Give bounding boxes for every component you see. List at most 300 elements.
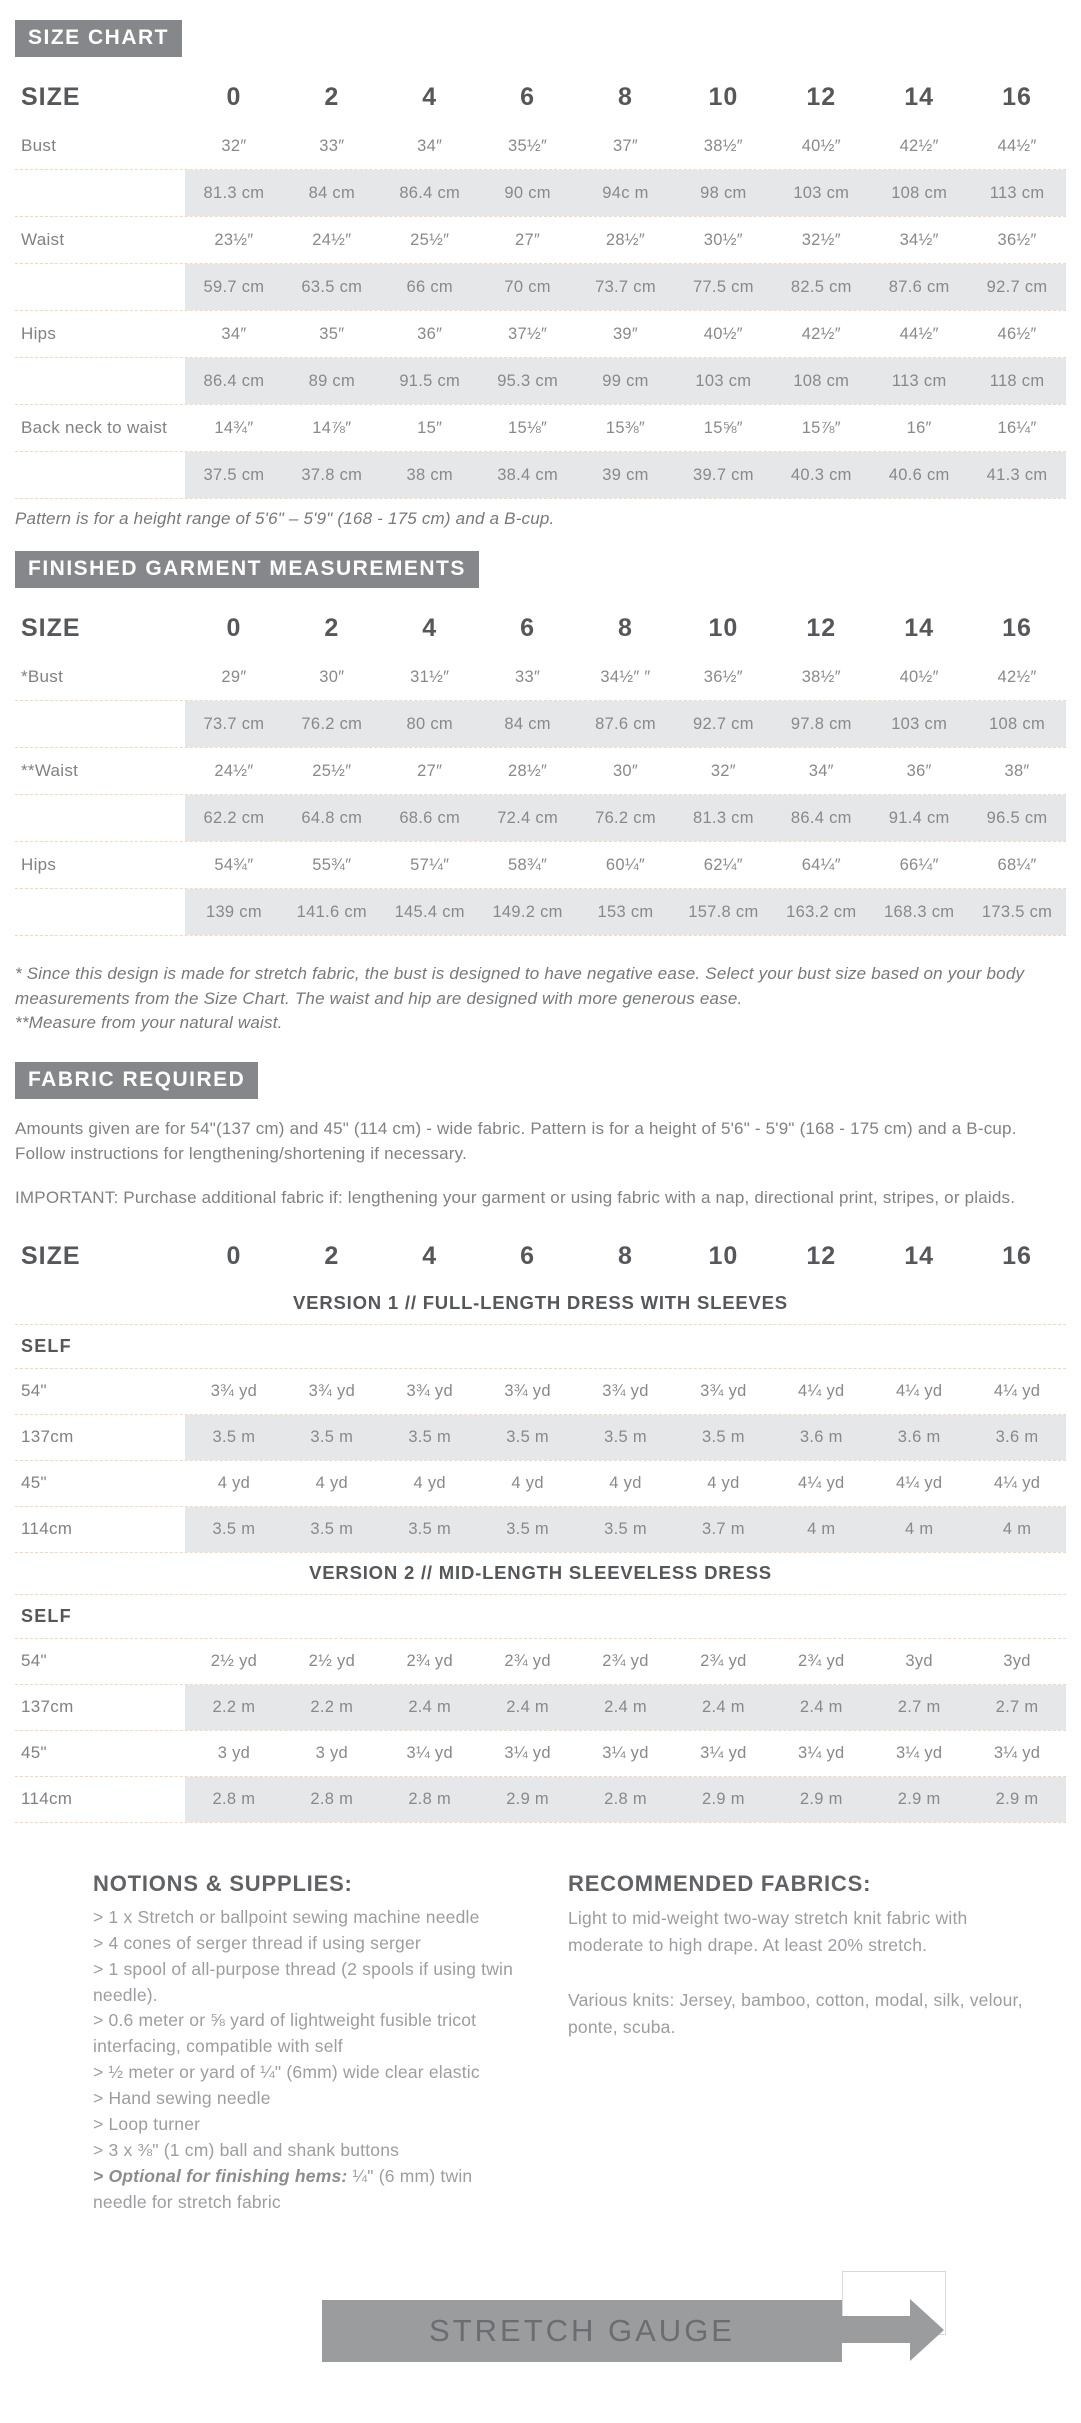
size-header-value: 2 <box>324 1242 340 1271</box>
measurement-value-cm: 98 cm <box>674 170 772 216</box>
measurement-value-cm: 89 cm <box>283 358 381 404</box>
fabric-value: 3yd <box>905 1651 933 1670</box>
measurement-value-in: 34½″ ″ <box>600 667 651 686</box>
fabric-value: 2.9 m <box>870 1777 968 1822</box>
fabric-intro: Amounts given are for 54"(137 cm) and 45" (114 cm) - wide fabric. Pattern is for a height of 5'6" - 5'9" (168 - 175 cm) and a B-cup. Follow instructions for lengthening/shortening if necessary. <box>15 1118 1017 1163</box>
measurement-row-cm <box>15 170 1066 217</box>
fabric-value: 3¾ yd <box>308 1381 356 1400</box>
fabric-value: 3¼ yd <box>700 1743 747 1762</box>
measurement-value-in: 33″ <box>319 136 345 155</box>
measurement-value-in: 40½″ <box>899 667 939 686</box>
measurement-value-in: 24½″ <box>312 230 352 249</box>
fabric-value: 3.5 m <box>674 1415 772 1460</box>
fabric-value: 3.6 m <box>870 1415 968 1460</box>
measurement-row-in <box>15 748 1066 795</box>
measurement-row-cm <box>15 358 1066 405</box>
size-header-value: 16 <box>1002 82 1032 111</box>
fabric-value: 2½ yd <box>210 1651 258 1670</box>
measurement-row-cm <box>15 889 1066 936</box>
notions-title: NOTIONS & SUPPLIES: <box>93 1870 353 1896</box>
fabric-value: 4 m <box>968 1507 1066 1552</box>
notion-item: > 3 x ⅜" (1 cm) ball and shank buttons <box>93 2139 400 2160</box>
fabric-value: 4¼ yd <box>798 1473 845 1492</box>
version-title-row <box>15 1283 1066 1325</box>
measurement-value-cm: 38 cm <box>381 452 479 498</box>
fabric-row-label: 114cm <box>21 1519 73 1539</box>
fabric-value: 2.8 m <box>185 1777 283 1822</box>
measurement-value-cm: 149.2 cm <box>479 889 577 935</box>
recommended-fabrics-paragraph: Light to mid-weight two-way stretch knit fabric with moderate to high drape. At least 20% stretch. <box>568 1907 968 1955</box>
measurement-value-cm: 108 cm <box>772 358 870 404</box>
recommended-fabrics-paragraph: Various knits: Jersey, bamboo, cotton, modal, silk, velour, ponte, scuba. <box>568 1990 1023 2038</box>
measurement-row-in <box>15 654 1066 701</box>
measurement-value-in: 35″ <box>319 324 345 343</box>
measurement-value-in: 38″ <box>1004 761 1030 780</box>
measurement-value-cm: 76.2 cm <box>577 795 675 841</box>
measurement-value-cm: 113 cm <box>968 170 1066 216</box>
measurement-value-cm: 81.3 cm <box>674 795 772 841</box>
measurement-value-cm: 97.8 cm <box>772 701 870 747</box>
fabric-value: 3¼ yd <box>895 1743 943 1762</box>
measurement-value-cm: 96.5 cm <box>968 795 1066 841</box>
fabric-value: 3.5 m <box>381 1507 479 1552</box>
measurement-value-in: 30″ <box>319 667 345 686</box>
fabric-row <box>15 1415 1066 1461</box>
fabric-row <box>15 1639 1066 1685</box>
measurement-value-cm: 72.4 cm <box>479 795 577 841</box>
self-label: SELF <box>21 1605 72 1626</box>
self-row <box>15 1595 1066 1639</box>
measurement-row-cm <box>15 452 1066 499</box>
fabric-value: 3yd <box>1003 1651 1031 1670</box>
measurement-row-in <box>15 123 1066 170</box>
measurement-value-in: 34″ <box>417 136 443 155</box>
self-label: SELF <box>21 1335 72 1356</box>
size-header-value: 0 <box>226 82 242 111</box>
fabric-value: 2.4 m <box>479 1685 577 1730</box>
fabric-value: 2.2 m <box>283 1685 381 1730</box>
measurement-value-in: 37½″ <box>508 324 548 343</box>
fabric-value: 3¼ yd <box>504 1743 551 1762</box>
measurement-value-in: 15⅛″ <box>508 418 548 437</box>
measurement-value-cm: 77.5 cm <box>674 264 772 310</box>
notion-item: > 1 spool of all-purpose thread (2 spools if using twin needle). <box>93 1958 514 2005</box>
measurement-value-cm: 39 cm <box>577 452 675 498</box>
size-header-value: 6 <box>520 1242 536 1271</box>
size-header-value: 4 <box>422 82 438 111</box>
measurement-value-cm: 145.4 cm <box>381 889 479 935</box>
fabric-row <box>15 1461 1066 1507</box>
size-header-row <box>15 1231 1066 1283</box>
fabric-row-label: 137cm <box>21 1697 74 1717</box>
size-header-label: SIZE <box>21 1242 81 1271</box>
size-header-value: 12 <box>806 613 837 642</box>
measurement-value-cm: 163.2 cm <box>772 889 870 935</box>
size-header-row <box>15 71 1066 123</box>
size-header-value: 4 <box>422 613 438 642</box>
notion-item: > Optional for finishing hems: ¼" (6 mm) twin needle for stretch fabric <box>93 2165 473 2212</box>
measurement-value-in: 36″ <box>417 324 443 343</box>
measurement-value-cm: 87.6 cm <box>577 701 675 747</box>
fabric-value: 2.4 m <box>674 1685 772 1730</box>
measurement-value-cm: 92.7 cm <box>674 701 772 747</box>
measurement-value-cm: 87.6 cm <box>870 264 968 310</box>
measurement-value-in: 16¼″ <box>997 418 1037 437</box>
version-title-row <box>15 1553 1066 1595</box>
fabric-value: 4 yd <box>217 1473 251 1492</box>
measurement-value-cm: 86.4 cm <box>185 358 283 404</box>
measurement-value-in: 32″ <box>221 136 247 155</box>
measurement-value-in: 38½″ <box>801 667 841 686</box>
measurement-value-in: 36″ <box>906 761 932 780</box>
measurement-row-in <box>15 405 1066 452</box>
measurement-value-in: 60¼″ <box>605 855 646 874</box>
size-header-value: 10 <box>708 613 739 642</box>
finished-garment-note <box>15 962 1066 1036</box>
fabric-value: 2.8 m <box>283 1777 381 1822</box>
size-header-value: 0 <box>226 613 242 642</box>
measurement-value-cm: 99 cm <box>577 358 675 404</box>
measurement-value-in: 14⅞″ <box>312 418 352 437</box>
fabric-value: 3¼ yd <box>602 1743 649 1762</box>
measurement-value-in: 24½″ <box>214 761 254 780</box>
measurement-value-cm: 103 cm <box>772 170 870 216</box>
measurement-value-cm: 73.7 cm <box>577 264 675 310</box>
measurement-value-cm: 70 cm <box>479 264 577 310</box>
fabric-value: 2¾ yd <box>798 1651 845 1670</box>
measurement-value-in: 40½″ <box>703 324 743 343</box>
fabric-value: 4 yd <box>315 1473 349 1492</box>
fabric-value: 2.4 m <box>381 1685 479 1730</box>
measurement-label: Back neck to waist <box>21 418 168 437</box>
fabric-row <box>15 1731 1066 1777</box>
measurement-value-in: 32½″ <box>801 230 841 249</box>
measurement-value-cm: 168.3 cm <box>870 889 968 935</box>
size-header-value: 6 <box>520 82 536 111</box>
measurement-value-in: 34″ <box>221 324 247 343</box>
fabric-value: 3.6 m <box>968 1415 1066 1460</box>
measurement-value-cm: 73.7 cm <box>185 701 283 747</box>
measurement-label: Waist <box>21 230 65 249</box>
notion-item: > Loop turner <box>93 2113 201 2134</box>
measurement-value-in: 34½″ <box>899 230 939 249</box>
measurement-value-in: 31½″ <box>410 667 450 686</box>
notion-item: > Hand sewing needle <box>93 2088 271 2109</box>
measurement-value-in: 64¼″ <box>801 855 841 874</box>
fabric-row <box>15 1685 1066 1731</box>
measurement-value-cm: 82.5 cm <box>772 264 870 310</box>
fabric-value: 3 yd <box>217 1743 251 1762</box>
measurement-value-in: 14¾″ <box>214 418 254 437</box>
fabric-value: 2.9 m <box>968 1777 1066 1822</box>
measurement-value-cm: 139 cm <box>185 889 283 935</box>
measurement-value-cm: 92.7 cm <box>968 264 1066 310</box>
measurement-value-in: 36½″ <box>703 667 743 686</box>
fabric-value: 4 yd <box>511 1473 544 1492</box>
measurement-value-in: 33″ <box>515 667 541 686</box>
measurement-value-in: 35½″ <box>508 136 548 155</box>
fabric-value: 2.9 m <box>674 1777 772 1822</box>
measurement-value-cm: 153 cm <box>577 889 675 935</box>
size-header-value: 12 <box>806 1242 837 1271</box>
fabric-value: 2¾ yd <box>406 1651 453 1670</box>
fabric-value: 3¾ yd <box>602 1381 649 1400</box>
notion-item: > 1 x Stretch or ballpoint sewing machine needle <box>93 1906 480 1927</box>
fabric-value: 4¼ yd <box>895 1473 943 1492</box>
measurement-value-in: 44½″ <box>899 324 939 343</box>
fabric-value: 3.5 m <box>479 1415 577 1460</box>
notion-item-lead: > Optional for finishing hems: <box>93 2165 348 2186</box>
arrow-right-icon <box>842 2299 946 2361</box>
finished-note-line1: * Since this design is made for stretch fabric, the bust is designed to have negative ease. Select your bust size based on your body measurements from the Size Chart. The waist and hip are designed with more generous ease. <box>15 964 1025 1008</box>
size-header-value: 8 <box>618 613 633 642</box>
measurement-value-cm: 59.7 cm <box>185 264 283 310</box>
fabric-value: 3.5 m <box>577 1507 675 1552</box>
fabric-value: 2.7 m <box>968 1685 1066 1730</box>
bottom-columns <box>15 1871 1066 2216</box>
measurement-value-cm: 113 cm <box>870 358 968 404</box>
measurement-value-cm: 108 cm <box>870 170 968 216</box>
measurement-value-cm: 86.4 cm <box>772 795 870 841</box>
fabric-row-label: 54" <box>21 1651 47 1671</box>
measurement-value-cm: 76.2 cm <box>283 701 381 747</box>
size-header-value: 8 <box>618 82 633 111</box>
fabric-required-banner: FABRIC REQUIRED <box>15 1062 258 1099</box>
measurement-value-in: 68¼″ <box>997 855 1037 874</box>
measurement-value-cm: 91.5 cm <box>381 358 479 404</box>
measurement-value-in: 55¾″ <box>312 855 352 874</box>
measurement-row-cm <box>15 795 1066 842</box>
fabric-row-label: 54" <box>21 1381 47 1401</box>
measurement-value-in: 62¼″ <box>703 855 743 874</box>
fabric-value: 4¼ yd <box>993 1473 1041 1492</box>
fabric-value: 2¾ yd <box>504 1651 551 1670</box>
measurement-value-cm: 66 cm <box>381 264 479 310</box>
version-title: VERSION 2 // MID-LENGTH SLEEVELESS DRESS <box>309 1562 772 1584</box>
measurement-value-cm: 62.2 cm <box>185 795 283 841</box>
measurement-value-cm: 141.6 cm <box>283 889 381 935</box>
measurement-value-in: 39″ <box>612 324 639 343</box>
fabric-value: 4 yd <box>707 1473 740 1492</box>
arrow-bar <box>842 2316 912 2343</box>
fabric-required-table <box>15 1231 1066 1823</box>
measurement-value-cm: 84 cm <box>479 701 577 747</box>
size-header-row <box>15 602 1066 654</box>
fabric-row-label: 45" <box>21 1743 47 1763</box>
fabric-value: 3.5 m <box>185 1415 283 1460</box>
fabric-row <box>15 1777 1066 1823</box>
size-chart-table <box>15 71 1066 499</box>
measurement-value-in: 25½″ <box>312 761 352 780</box>
measurement-value-cm: 40.6 cm <box>870 452 968 498</box>
fabric-value: 2.4 m <box>772 1685 870 1730</box>
size-chart-banner: SIZE CHART <box>15 20 182 57</box>
fabric-value: 2¾ yd <box>602 1651 649 1670</box>
notions-section <box>93 1871 530 2216</box>
size-header-value: 14 <box>904 613 935 642</box>
notions-list <box>93 1905 530 2216</box>
size-header-label: SIZE <box>21 613 81 642</box>
self-row <box>15 1325 1066 1369</box>
measurement-value-in: 32″ <box>710 761 736 780</box>
fabric-value: 2½ yd <box>308 1651 356 1670</box>
measurement-value-in: 42½″ <box>997 667 1037 686</box>
fabric-value: 3.5 m <box>283 1415 381 1460</box>
version-title: VERSION 1 // FULL-LENGTH DRESS WITH SLEEVES <box>293 1292 788 1314</box>
measurement-value-in: 34″ <box>808 761 834 780</box>
fabric-value: 4 yd <box>413 1473 446 1492</box>
size-header-value: 16 <box>1002 613 1032 642</box>
size-header-value: 12 <box>806 82 837 111</box>
measurement-row-in <box>15 311 1066 358</box>
measurement-row-cm <box>15 264 1066 311</box>
measurement-label: **Waist <box>21 761 79 780</box>
fabric-value: 4 m <box>870 1507 968 1552</box>
measurement-row-in <box>15 217 1066 264</box>
measurement-value-in: 36½″ <box>997 230 1037 249</box>
measurement-label: Hips <box>21 855 57 874</box>
fabric-value: 3¾ yd <box>504 1381 551 1400</box>
fabric-row <box>15 1369 1066 1415</box>
measurement-value-cm: 90 cm <box>479 170 577 216</box>
measurement-value-in: 28½″ <box>508 761 548 780</box>
fabric-value: 3.7 m <box>674 1507 772 1552</box>
measurement-value-in: 25½″ <box>410 230 450 249</box>
fabric-row <box>15 1507 1066 1553</box>
measurement-value-in: 57¼″ <box>410 855 450 874</box>
fabric-row-label: 114cm <box>21 1789 73 1809</box>
fabric-value: 4 m <box>772 1507 870 1552</box>
fabric-value: 2.8 m <box>381 1777 479 1822</box>
recommended-fabrics-title: RECOMMENDED FABRICS: <box>568 1870 872 1896</box>
fabric-value: 4¼ yd <box>895 1381 943 1400</box>
measurement-value-cm: 63.5 cm <box>283 264 381 310</box>
fabric-value: 3¾ yd <box>700 1381 747 1400</box>
fabric-value: 2.7 m <box>870 1685 968 1730</box>
measurement-value-in: 42½″ <box>899 136 939 155</box>
size-header-value: 2 <box>324 82 340 111</box>
measurement-value-cm: 40.3 cm <box>772 452 870 498</box>
measurement-value-in: 37″ <box>612 136 639 155</box>
size-header-value: 4 <box>422 1242 438 1271</box>
measurement-value-in: 46½″ <box>997 324 1037 343</box>
measurement-value-in: 27″ <box>515 230 541 249</box>
size-header-value: 8 <box>618 1242 633 1271</box>
measurement-value-cm: 157.8 cm <box>674 889 772 935</box>
fabric-value: 3.6 m <box>772 1415 870 1460</box>
size-header-value: 16 <box>1002 1242 1032 1271</box>
size-header-value: 6 <box>520 613 536 642</box>
notion-item: > 4 cones of serger thread if using serger <box>93 1932 421 1953</box>
measurement-value-cm: 84 cm <box>283 170 381 216</box>
fabric-value: 3¾ yd <box>210 1381 258 1400</box>
measurement-value-in: 66¼″ <box>899 855 939 874</box>
measurement-value-in: 29″ <box>221 667 247 686</box>
finished-note-line2: **Measure from your natural waist. <box>15 1013 283 1033</box>
size-header-value: 10 <box>708 1242 739 1271</box>
measurement-value-in: 27″ <box>417 761 443 780</box>
measurement-value-cm: 91.4 cm <box>870 795 968 841</box>
measurement-value-in: 30½″ <box>703 230 743 249</box>
recommended-fabrics-paragraphs <box>568 1905 1043 2042</box>
fabric-value: 3 yd <box>315 1743 349 1762</box>
measurement-value-cm: 81.3 cm <box>185 170 283 216</box>
finished-garment-banner: FINISHED GARMENT MEASUREMENTS <box>15 551 479 588</box>
fabric-value: 3¼ yd <box>406 1743 453 1762</box>
measurement-value-in: 16″ <box>906 418 932 437</box>
stretch-gauge-banner <box>322 2300 842 2362</box>
measurement-value-cm: 38.4 cm <box>479 452 577 498</box>
fabric-value: 3.5 m <box>381 1415 479 1460</box>
fabric-value: 4¼ yd <box>993 1381 1041 1400</box>
measurement-label: Hips <box>21 324 57 343</box>
stretch-gauge-label: STRETCH GAUGE <box>429 2312 735 2348</box>
measurement-value-cm: 103 cm <box>870 701 968 747</box>
measurement-value-cm: 41.3 cm <box>968 452 1066 498</box>
size-header-value: 10 <box>708 82 739 111</box>
fabric-important: IMPORTANT: Purchase additional fabric if: lengthening your garment or using fabric with a nap, directional print, stripes, or plaids. <box>15 1188 1016 1208</box>
measurement-row-cm <box>15 701 1066 748</box>
measurement-value-in: 38½″ <box>703 136 743 155</box>
measurement-value-cm: 118 cm <box>968 358 1066 404</box>
measurement-value-cm: 80 cm <box>381 701 479 747</box>
measurement-label: *Bust <box>21 667 64 686</box>
recommended-fabrics-section <box>568 1871 1043 2216</box>
fabric-value: 3¼ yd <box>993 1743 1041 1762</box>
measurement-value-cm: 86.4 cm <box>381 170 479 216</box>
fabric-value: 4 yd <box>609 1473 642 1492</box>
measurement-value-cm: 37.8 cm <box>283 452 381 498</box>
measurement-value-in: 15⅞″ <box>801 418 841 437</box>
notion-item: > 0.6 meter or ⅝ yard of lightweight fusible tricot interfacing, compatible with self <box>93 2010 477 2057</box>
measurement-value-in: 23½″ <box>214 230 254 249</box>
measurement-value-in: 15⅝″ <box>703 418 743 437</box>
measurement-value-cm: 68.6 cm <box>381 795 479 841</box>
fabric-row-label: 137cm <box>21 1427 74 1447</box>
finished-garment-table <box>15 602 1066 936</box>
measurement-value-cm: 103 cm <box>674 358 772 404</box>
measurement-value-cm: 95.3 cm <box>479 358 577 404</box>
fabric-value: 3¼ yd <box>798 1743 845 1762</box>
measurement-row-in <box>15 842 1066 889</box>
size-header-value: 14 <box>904 82 935 111</box>
size-header-value: 0 <box>226 1242 242 1271</box>
measurement-value-cm: 64.8 cm <box>283 795 381 841</box>
measurement-value-cm: 173.5 cm <box>968 889 1066 935</box>
measurement-value-in: 40½″ <box>801 136 841 155</box>
measurement-value-in: 30″ <box>612 761 639 780</box>
fabric-value: 2¾ yd <box>700 1651 747 1670</box>
fabric-value: 3¾ yd <box>406 1381 453 1400</box>
measurement-value-cm: 108 cm <box>968 701 1066 747</box>
measurement-value-in: 58¾″ <box>508 855 548 874</box>
fabric-value: 2.9 m <box>479 1777 577 1822</box>
size-header-value: 14 <box>904 1242 935 1271</box>
measurement-value-cm: 37.5 cm <box>185 452 283 498</box>
measurement-value-in: 54¾″ <box>214 855 254 874</box>
fabric-value: 3.5 m <box>577 1415 675 1460</box>
measurement-value-in: 15⅜″ <box>605 418 646 437</box>
fabric-value: 2.2 m <box>185 1685 283 1730</box>
fabric-row-label: 45" <box>21 1473 47 1493</box>
notion-item: > ½ meter or yard of ¼" (6mm) wide clear elastic <box>93 2062 480 2083</box>
fabric-value: 3.5 m <box>283 1507 381 1552</box>
fabric-value: 4¼ yd <box>798 1381 845 1400</box>
stretch-gauge-area <box>15 2258 1066 2383</box>
fabric-value: 2.4 m <box>577 1685 675 1730</box>
measurement-value-in: 44½″ <box>997 136 1037 155</box>
size-header-label: SIZE <box>21 82 81 111</box>
